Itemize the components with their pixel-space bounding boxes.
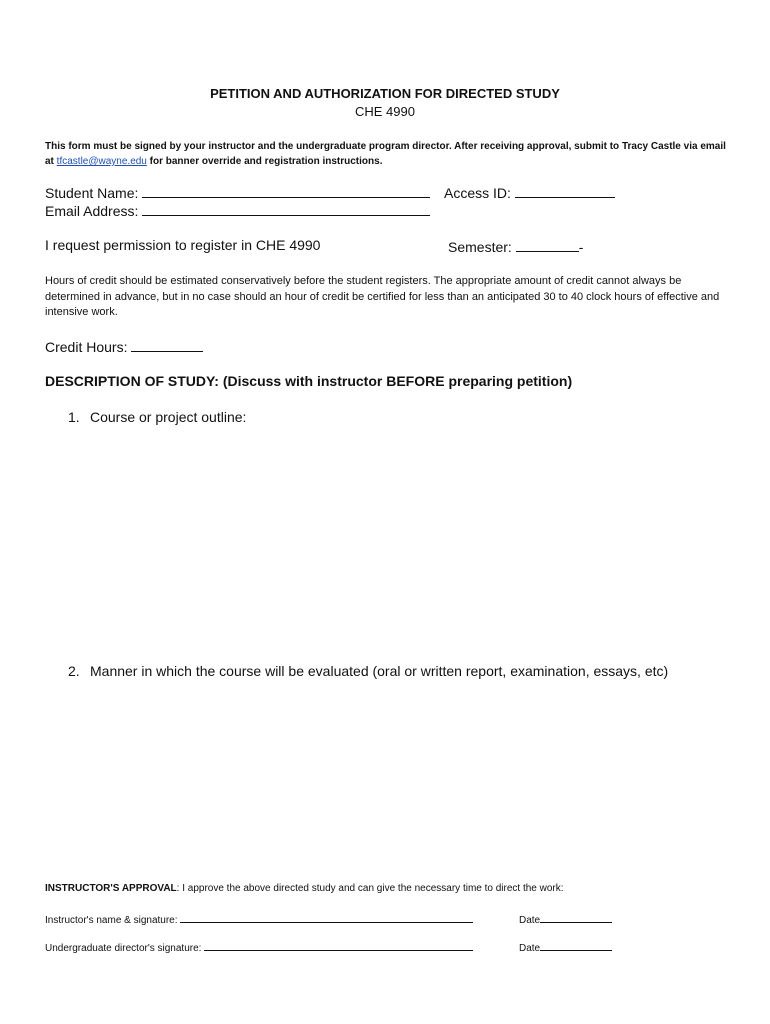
- email-address-row: [45, 201, 430, 219]
- access-id-input[interactable]: [515, 183, 615, 198]
- evaluation-label: Manner in which the course will be evaluated (oral or written report, examination, essays, etc): [90, 663, 669, 679]
- evaluation-answer-area[interactable]: [60, 686, 720, 866]
- access-id-row: [444, 183, 615, 201]
- instructor-signature-row: [45, 912, 473, 926]
- semester-dash: -: [578, 239, 584, 255]
- director-signature-label: Undergraduate director's signature:: [45, 943, 202, 954]
- director-signature-input[interactable]: [204, 940, 473, 951]
- notice-text-after: for banner override and registration instructions.: [146, 156, 383, 167]
- semester-label: Semester:: [448, 239, 512, 255]
- semester-row: [448, 237, 583, 255]
- submission-notice: [45, 139, 735, 169]
- approval-text: : I approve the above directed study and can give the necessary time to direct the work:: [176, 883, 564, 894]
- access-id-label: Access ID:: [444, 185, 511, 201]
- director-date-row: [519, 940, 612, 954]
- instructor-signature-input[interactable]: [180, 912, 473, 923]
- description-heading: DESCRIPTION OF STUDY: (Discuss with instructor BEFORE preparing petition): [45, 373, 573, 389]
- email-link[interactable]: tfcastle@wayne.edu: [56, 156, 147, 167]
- request-statement: I request permission to register in CHE 4990: [45, 237, 321, 253]
- item-number: 2.: [68, 663, 80, 679]
- director-date-label: Date: [519, 943, 541, 954]
- notice-text-before: This form must be signed by your instructor and the undergraduate program director. After receiving approval, submit to Tracy Castle via email at: [45, 141, 726, 167]
- approval-statement: [45, 883, 564, 894]
- student-name-row: [45, 183, 430, 201]
- director-date-input[interactable]: [540, 940, 612, 951]
- instructor-date-input[interactable]: [540, 912, 612, 923]
- credit-note: Hours of credit should be estimated conservatively before the student registers. The appropriate amount of credit cannot always be determined in advance, but in no case should an hour of credit be certified for less than an anticipated 30 to 40 clock hours of effective and intensive work.: [45, 275, 720, 318]
- outline-answer-area[interactable]: [60, 432, 720, 652]
- credit-hours-row: [45, 337, 203, 355]
- email-address-input[interactable]: [142, 201, 430, 216]
- outline-item: [68, 409, 246, 425]
- student-name-label: Student Name:: [45, 185, 139, 201]
- semester-input[interactable]: [516, 237, 579, 252]
- credit-hours-label: Credit Hours:: [45, 339, 128, 355]
- page-title: PETITION AND AUTHORIZATION FOR DIRECTED STUDY: [210, 86, 560, 101]
- item-number: 1.: [68, 409, 80, 425]
- evaluation-item: [68, 663, 668, 679]
- approval-bold-label: INSTRUCTOR'S APPROVAL: [45, 883, 177, 894]
- email-address-label: Email Address:: [45, 203, 139, 219]
- credit-hours-input[interactable]: [131, 337, 203, 352]
- course-code: CHE 4990: [355, 104, 415, 119]
- instructor-date-label: Date: [519, 915, 541, 926]
- instructor-signature-label: Instructor's name & signature:: [45, 915, 178, 926]
- outline-label: Course or project outline:: [90, 409, 247, 425]
- instructor-date-row: [519, 912, 612, 926]
- student-name-input[interactable]: [142, 183, 430, 198]
- director-signature-row: [45, 940, 473, 954]
